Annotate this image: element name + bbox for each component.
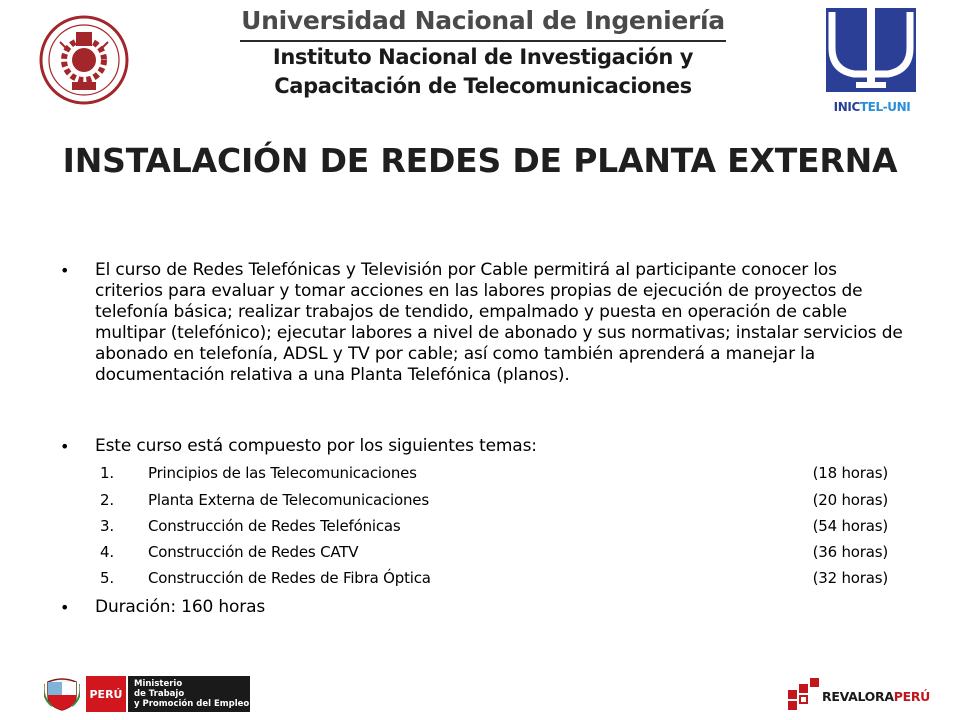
university-seal-logo	[38, 4, 130, 116]
revalora-text-part2: PERÚ	[893, 689, 930, 704]
course-duration: Duración: 160 horas	[95, 597, 266, 617]
inictel-logo-text	[822, 100, 922, 114]
ministerio-line1: Ministerio	[134, 679, 183, 689]
ministerio-line3: y Promoción del Empleo	[134, 699, 250, 709]
ministerio-label	[128, 676, 250, 712]
topic-number: 2.	[100, 491, 114, 509]
topic-name: Planta Externa de Telecomunicaciones	[148, 491, 429, 509]
inictel-logo	[826, 8, 916, 92]
topic-name: Principios de las Telecomunicaciones	[148, 464, 417, 482]
topic-name: Construcción de Redes CATV	[148, 543, 359, 561]
bullet-dot-icon: •	[60, 598, 70, 617]
slide-title: INSTALACIÓN DE REDES DE PLANTA EXTERNA	[62, 141, 898, 180]
university-name: Universidad Nacional de Ingeniería	[241, 6, 725, 35]
revalora-peru-icon	[786, 676, 822, 712]
topic-hours: (32 horas)	[812, 569, 888, 587]
topic-hours: (18 horas)	[812, 464, 888, 482]
topic-item	[100, 464, 890, 488]
topic-hours: (20 horas)	[812, 491, 888, 509]
peru-coat-of-arms-icon	[44, 674, 80, 712]
revalora-text-part1: REVALORA	[822, 689, 894, 704]
topic-hours: (36 horas)	[812, 543, 888, 561]
institute-name-line1: Instituto Nacional de Investigación y	[272, 45, 694, 69]
topic-item	[100, 569, 890, 593]
inictel-logo-text-part2: TEL-UNI	[859, 100, 911, 114]
topic-number: 4.	[100, 543, 114, 561]
topic-name: Construcción de Redes Telefónicas	[148, 517, 401, 535]
topic-item	[100, 491, 890, 515]
bullet-dot-icon: •	[60, 437, 70, 456]
university-underline	[240, 40, 726, 42]
course-description: El curso de Redes Telefónicas y Televisión por Cable permitirá al participante conocer los criterios para evaluar y tomar acciones en las labores propias de ejecución de proyectos de telefonía básica; realizar trabajos de tendido, empalmado y puesta en operación de cable multipar (telefónico); ejecutar labores a nivel de abonado y sus normativas; instalar servicios de abonado en telefonía, ADSL y TV por cable; así como también aprenderá a manejar la documentación relativa a una Planta Telefónica (planos).	[95, 260, 903, 385]
topics-intro: Este curso está compuesto por los siguientes temas:	[95, 436, 537, 456]
bullet-dot-icon: •	[60, 261, 70, 280]
institute-name-line2: Capacitación de Telecomunicaciones	[274, 74, 692, 98]
topic-item	[100, 517, 890, 541]
topic-number: 1.	[100, 464, 114, 482]
peru-label: PERÚ	[86, 676, 126, 712]
inictel-logo-text-part1: INIC	[833, 100, 860, 114]
topic-hours: (54 horas)	[812, 517, 888, 535]
topic-number: 5.	[100, 569, 114, 587]
topic-item	[100, 543, 890, 567]
ministerio-line2: de Trabajo	[134, 689, 185, 699]
topic-number: 3.	[100, 517, 114, 535]
topic-name: Construcción de Redes de Fibra Óptica	[148, 569, 431, 587]
revalora-peru-logo-text	[822, 689, 930, 704]
